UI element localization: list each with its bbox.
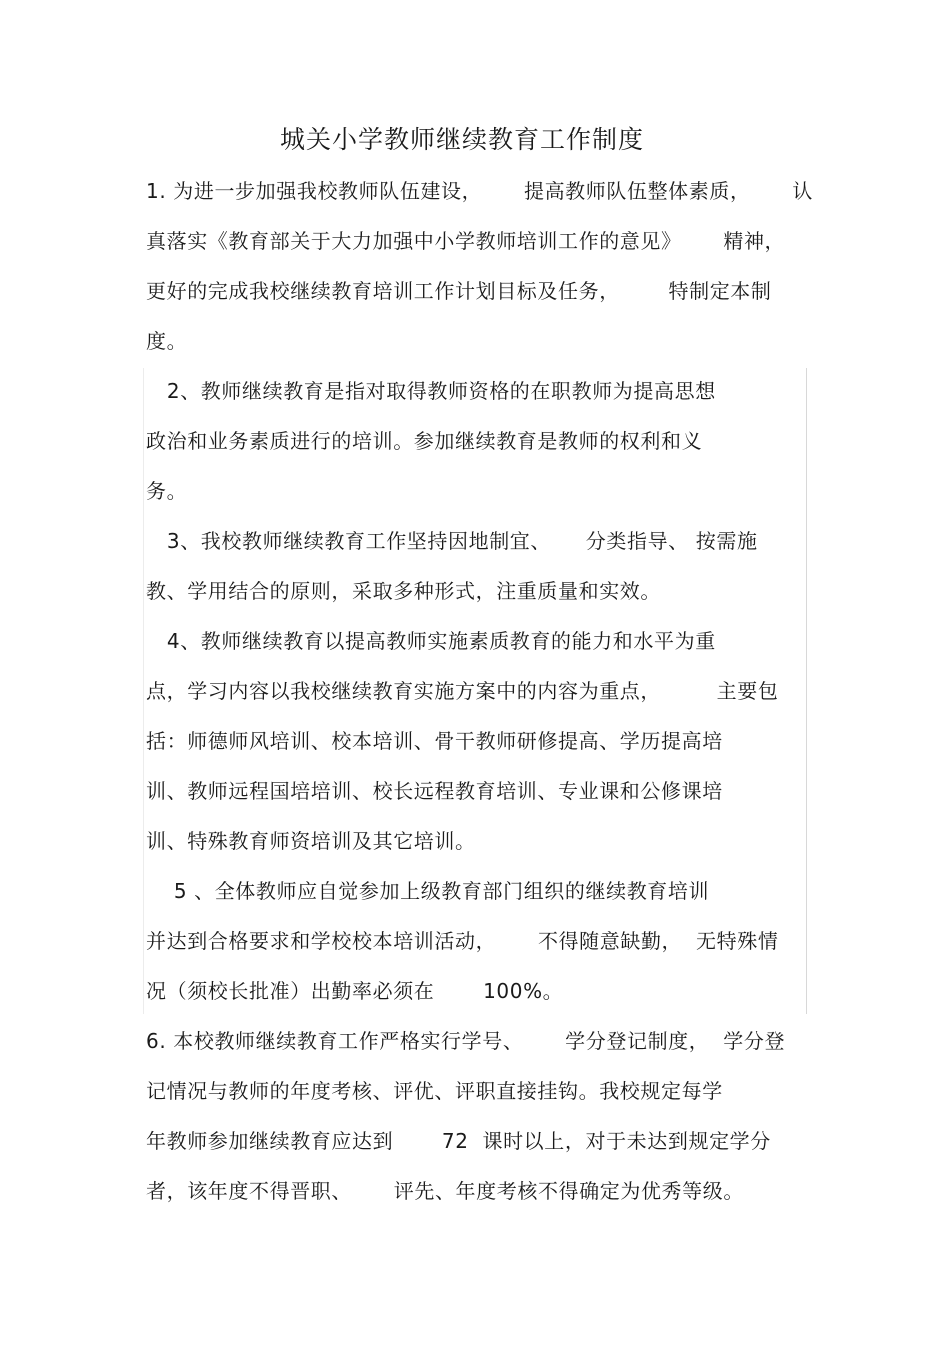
left-rule <box>143 368 144 1014</box>
paragraph-line: 3、我校教师继续教育工作坚持因地制宜、 分类指导、 按需施 <box>146 529 758 553</box>
paragraph-line: 况（须校长批准）出勤率必须在 100%。 <box>146 979 564 1003</box>
paragraph-line: 政治和业务素质进行的培训。参加继续教育是教师的权利和义 <box>146 429 703 453</box>
paragraph-line: 点，学习内容以我校继续教育实施方案中的内容为重点， 主要包 <box>146 679 779 703</box>
paragraph-line: 4、教师继续教育以提高教师实施素质教育的能力和水平为重 <box>146 629 716 653</box>
paragraph-line: 务。 <box>146 479 188 503</box>
paragraph-line: 真落实《教育部关于大力加强中小学教师培训工作的意见》 精神， <box>146 229 786 253</box>
paragraph-line: 2、教师继续教育是指对取得教师资格的在职教师为提高思想 <box>146 379 716 403</box>
paragraph-line: 并达到合格要求和学校校本培训活动， 不得随意缺勤， 无特殊情 <box>146 929 779 953</box>
document-title: 城关小学教师继续教育工作制度 <box>279 125 644 154</box>
paragraph-line: 记情况与教师的年度考核、评优、评职直接挂钩。我校规定每学 <box>146 1079 723 1103</box>
right-rule <box>806 368 807 1014</box>
paragraph-line: 教、学用结合的原则，采取多种形式，注重质量和实效。 <box>146 579 661 603</box>
paragraph-line: 1. 为进一步加强我校教师队伍建设， 提高教师队伍整体素质， 认 <box>146 179 813 203</box>
paragraph-line: 度。 <box>146 329 188 353</box>
paragraph-line: 训、特殊教育师资培训及其它培训。 <box>146 829 476 853</box>
paragraph-line: 训、教师远程国培培训、校长远程教育培训、专业课和公修课培 <box>146 779 723 803</box>
paragraph-line: 括：师德师风培训、校本培训、骨干教师研修提高、学历提高培 <box>146 729 723 753</box>
paragraph-line: 者，该年度不得晋职、 评先、年度考核不得确定为优秀等级。 <box>146 1179 744 1203</box>
paragraph-line: 6. 本校教师继续教育工作严格实行学号、 学分登记制度， 学分登 <box>146 1029 786 1053</box>
paragraph-line: 年教师参加继续教育应达到 72 课时以上，对于未达到规定学分 <box>146 1129 771 1153</box>
paragraph-line: 更好的完成我校继续教育培训工作计划目标及任务， 特制定本制 <box>146 279 772 303</box>
paragraph-line: 5 、全体教师应自觉参加上级教育部门组织的继续教育培训 <box>146 879 710 903</box>
